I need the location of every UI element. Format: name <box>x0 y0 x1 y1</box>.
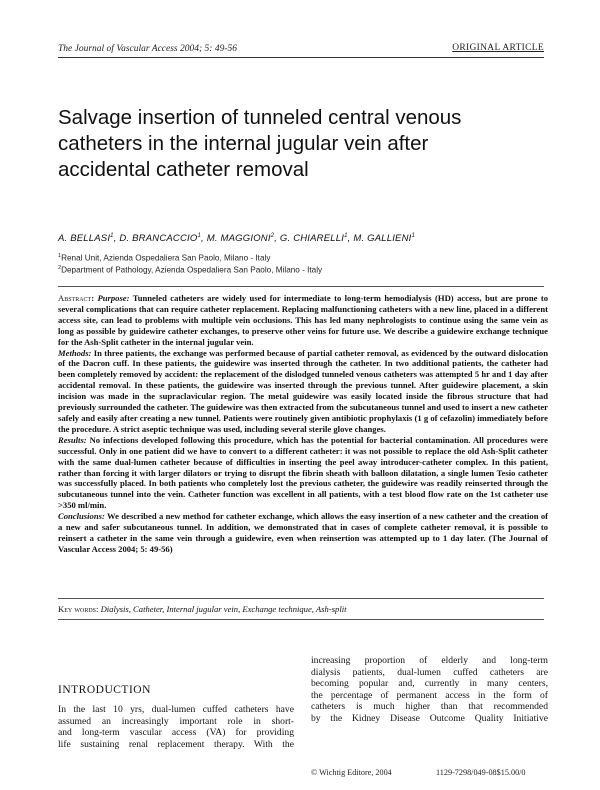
author-sup: 1 <box>344 233 348 239</box>
text-line: increasing proportion of elderly and long-term <box>311 655 548 666</box>
abstract-conclusions <box>58 511 548 555</box>
title-line: catheters in the internal jugular vein after <box>58 132 429 155</box>
methods-label: Methods: <box>58 347 92 358</box>
copyright: © Wichtig Editore, 2004 <box>311 768 392 777</box>
conclusions-label: Conclusions: <box>58 511 105 522</box>
article-code: 1129-7298/049-08$15.00/0 <box>436 768 526 777</box>
conclusions-text: We described a new method for catheter exchange, which allows the easy insertion of a new catheter and the creation of a new and safer subcutaneous tunnel. In addition, we demonstrated that in cases of complete catheter removal, it is possible to reinsert a catheter in the same vein through a guidewire, even when reinsertion was attempted up to 1 day later. (The Journal of Vascular Access 2004; 5: 49-56) <box>58 511 548 554</box>
abstract <box>58 293 548 555</box>
keywords <box>58 604 347 614</box>
text-line: In the last 10 yrs, dual-lumen cuffed catheters have <box>58 704 294 715</box>
title-line: Salvage insertion of tunneled central venous <box>58 106 462 129</box>
results-text: No infections developed following this procedure, which has the potential for bacterial contamination. All procedures were successful. Only in one patient did we have to convert to a different catheter: it was not possible to replace the old Ash-Split catheter with the same dual-lumen catheter because of difficulties in inserting the peel away introducer-catheter complex. In this patient, rather than forcing it with larger dilators or trying to disrupt the fibrin sheath with balloon dilatation, a single lumen Tesio catheter was successfully placed. In both patients who completely lost the previous catheter, the guidewire was readily reinserted through the subcutaneous tunnel into the vein. Catheter function was excellent in all patients, with a test blood flow rate on the 1st catheter use >350 ml/min. <box>58 434 548 511</box>
affiliation-sup: 2 <box>58 265 62 271</box>
author-sup: 1 <box>110 233 114 239</box>
affiliation <box>58 265 322 275</box>
affiliation-text: Department of Pathology, Azienda Ospedaliera San Paolo, Milano - Italy <box>61 265 323 275</box>
abstract-top-rule <box>58 286 544 287</box>
purpose-label: Purpose: <box>97 293 130 303</box>
affiliation-text: Renal Unit, Azienda Ospedaliera San Paolo, Milano - Italy <box>61 253 271 263</box>
author-sup: 1 <box>197 233 202 239</box>
author-list: A. BELLASI$^1$, D. BRANCACCIO$^1$, M. MAGGIONI$^2$, G. CHIARELLI$^1$, M. GALLIENI$^1$ <box>58 233 416 245</box>
text-line: by the Kidney Disease Outcome Quality Initiative <box>311 712 548 724</box>
text-line: catheters is much higher than that recommended <box>311 701 548 713</box>
abstract-results <box>58 435 548 511</box>
author-sup: 2 <box>270 233 275 239</box>
article-title <box>58 105 548 183</box>
affiliation <box>58 253 270 263</box>
text-line: becoming popular and, currently in many centers, <box>311 678 548 690</box>
keywords-bottom-rule <box>58 619 544 620</box>
keywords-top-rule <box>58 598 544 599</box>
abstract-purpose: Abstract: Purpose: Tunneled catheters are widely used for intermediate to long-term hemodialysis (HD) access, but are prone to several complications that can require catheter replacement. Replacing malfunctioning catheters with a new line, placed in a different access site, can lead to problems with multiple vein occlusions. This has led many nephrologists to continue using the same vein as long as possible by guidewire catheter exchanges, to preserve other veins for future use. We describe a guidewire exchange technique for the Ash-Split catheter in the internal jugular vein. <box>58 293 548 347</box>
journal-citation: The Journal of Vascular Access 2004; 5: 49-56 <box>58 44 237 54</box>
text-line: the percentage of permanent access in the form of <box>311 689 548 701</box>
keywords-label: Key words: <box>58 604 99 614</box>
abstract-label: Abstract <box>58 293 92 303</box>
keywords-text: Dialysis, Catheter, Internal jugular vein, Exchange technique, Ash-split <box>100 604 347 614</box>
author-name: M. MAGGIONI <box>206 233 271 245</box>
text-line: assumed an increasingly important role in short- <box>58 715 294 727</box>
section-label: ORIGINAL ARTICLE <box>452 43 544 53</box>
introduction-heading: INTRODUCTION <box>58 684 151 696</box>
text-line: life sustaining renal replacement therapy. With the <box>58 738 294 750</box>
text-line: dialysis patients, dual-lumen cuffed catheters are <box>311 666 548 678</box>
author-name: M. GALLIENI <box>353 233 412 245</box>
author-name: A. BELLASI <box>58 233 111 245</box>
results-label: Results: <box>58 434 87 445</box>
title-line: accidental catheter removal <box>58 158 309 181</box>
abstract-methods <box>58 348 548 435</box>
author-name: D. BRANCACCIO <box>119 233 198 245</box>
purpose-text: Tunneled catheters are widely used for intermediate to long-term hemodialysis (HD) access, but are prone to several complications that can require catheter replacement. Replacing malfunctioning catheters with a new line, placed in a different access site, can lead to problems with multiple vein occlusions. This has led many nephrologists to continue using the same vein as long as possible by guidewire catheter exchanges, to preserve other veins for future use. We describe a guidewire exchange technique for the Ash-Split catheter in the internal jugular vein. <box>58 293 548 347</box>
introduction-right-column <box>311 655 548 725</box>
affiliation-sup: 1 <box>58 253 62 259</box>
methods-text: In three patients, the exchange was performed because of partial catheter removal, as evidenced by the outward dislocation of the Dacron cuff. In these patients, the guidewire was inserted through the catheter. In two additional patients, the catheter had been completely removed by accident: the replacement of the dislodged tunneled venous catheters was attempted 5 hr and 1 day after accidental removal. In these patients, the guidewire was inserted through the previous tunnel. After guidewire placement, a skin incision was made in the supraclavicular region. The metal guidewire was easily located inside the fibrous structure that had previously surrounded the catheter. The guidewire was then extracted from the subcutaneous tunnel and used to insert a new catheter safely and easily after creating a new tunnel. Patients were routinely given antibiotic prophylaxis (1 g of cefazolin) immediately before the procedure. A strict aseptic technique was used, including several sterile glove changes. <box>58 347 548 434</box>
header-rule <box>58 57 544 58</box>
author-name: G. CHIARELLI <box>279 233 345 245</box>
introduction-left-column <box>58 704 294 750</box>
text-line: and long-term vascular access (VA) for providing <box>58 727 294 739</box>
author-sup: 1 <box>411 233 416 239</box>
